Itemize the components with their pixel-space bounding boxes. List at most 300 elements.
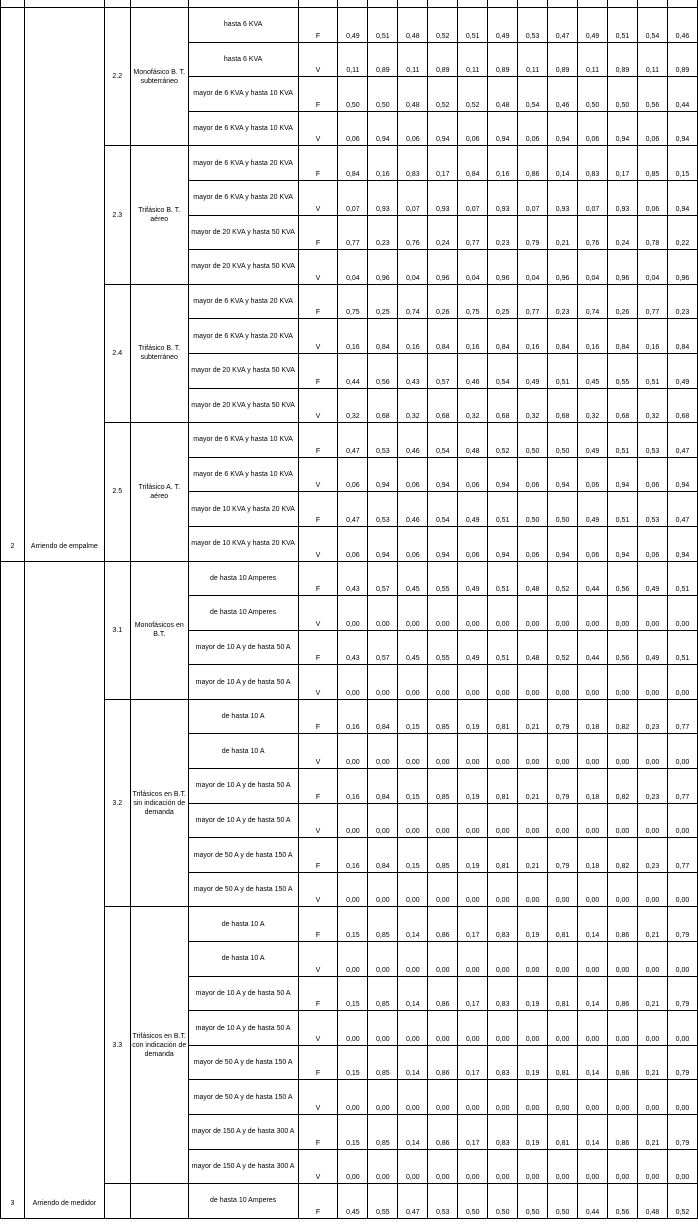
fv-cell: F [298,699,338,734]
fv-cell: V [298,803,338,838]
value-cell: 0,32 [458,388,488,423]
value-cell: 0,48 [518,630,548,665]
value-cell: 0,21 [518,769,548,804]
value-cell: 0,94 [428,111,458,146]
value-cell: 0,94 [488,111,518,146]
subitem-number: 2.2 [104,8,130,146]
table-cell [548,0,578,8]
value-cell: 0,06 [518,457,548,492]
value-cell: 0,11 [637,42,667,77]
value-cell: 0,11 [458,42,488,77]
table-row [1,8,698,43]
value-cell: 0,83 [398,146,428,181]
value-cell: 0,49 [458,630,488,665]
value-cell: 0,00 [338,1149,368,1184]
value-cell: 0,00 [667,1080,697,1115]
value-cell: 0,86 [518,146,548,181]
value-cell: 0,00 [428,872,458,907]
value-cell: 0,06 [637,457,667,492]
value-cell: 0,00 [667,596,697,631]
fv-cell: F [298,1184,338,1219]
value-cell: 0,00 [578,596,608,631]
value-cell: 0,43 [338,561,368,596]
tariff-type: Trifásico B. T. subterráneo [130,284,188,422]
value-cell: 0,79 [518,215,548,250]
value-cell: 0,77 [458,215,488,250]
value-cell: 0,94 [667,457,697,492]
table-row [1,907,698,942]
value-cell: 0,51 [368,8,398,43]
value-cell: 0,16 [338,699,368,734]
value-cell: 0,54 [428,492,458,527]
value-cell: 0,51 [667,630,697,665]
value-cell: 0,16 [518,319,548,354]
value-cell: 0,56 [608,630,638,665]
value-cell: 0,17 [608,146,638,181]
value-cell: 0,52 [428,8,458,43]
value-cell: 0,96 [667,250,697,285]
value-cell: 0,83 [578,146,608,181]
table-cell [368,0,398,8]
value-cell: 0,51 [548,353,578,388]
value-cell: 0,00 [428,1149,458,1184]
tariff-type: Trifásico B. T. aéreo [130,146,188,284]
value-cell: 0,06 [578,526,608,561]
value-cell: 0,48 [398,8,428,43]
value-cell: 0,79 [667,1115,697,1150]
value-cell: 0,68 [488,388,518,423]
value-cell: 0,00 [548,942,578,977]
value-cell: 0,00 [458,596,488,631]
value-cell: 0,86 [428,976,458,1011]
table-cell [188,0,298,8]
value-cell: 0,04 [458,250,488,285]
subitem-number: 3.2 [104,699,130,907]
table-row [1,284,698,319]
value-cell: 0,79 [548,838,578,873]
value-cell: 0,06 [518,526,548,561]
fv-cell: V [298,42,338,77]
value-cell: 0,11 [398,42,428,77]
value-cell: 0,00 [667,942,697,977]
value-cell: 0,86 [428,1115,458,1150]
value-cell: 0,82 [608,699,638,734]
fv-cell: F [298,215,338,250]
value-cell: 0,00 [338,803,368,838]
value-cell: 0,77 [667,699,697,734]
value-cell: 0,55 [428,630,458,665]
value-cell: 0,00 [398,734,428,769]
fv-cell: F [298,630,338,665]
value-cell: 0,15 [398,769,428,804]
fv-cell: F [298,492,338,527]
value-cell: 0,94 [667,180,697,215]
value-cell: 0,85 [368,1115,398,1150]
value-cell: 0,06 [578,457,608,492]
table-cell [428,0,458,8]
value-cell: 0,00 [667,665,697,700]
value-cell: 0,94 [368,111,398,146]
value-cell: 0,00 [637,665,667,700]
table-cell [458,0,488,8]
value-cell: 0,00 [608,1011,638,1046]
value-cell: 0,00 [578,803,608,838]
fv-cell: V [298,388,338,423]
value-cell: 0,00 [637,596,667,631]
value-cell: 0,55 [608,353,638,388]
value-cell: 0,85 [428,769,458,804]
value-cell: 0,96 [368,250,398,285]
value-cell: 0,46 [398,423,428,458]
fv-cell: V [298,250,338,285]
value-cell: 0,00 [458,803,488,838]
value-cell: 0,00 [368,734,398,769]
value-cell: 0,00 [667,734,697,769]
value-cell: 0,17 [458,1115,488,1150]
value-cell: 0,54 [637,8,667,43]
description-cell: mayor de 6 KVA y hasta 20 KVA [188,284,298,319]
value-cell: 0,00 [637,734,667,769]
value-cell: 0,44 [578,1184,608,1219]
value-cell: 0,86 [428,907,458,942]
value-cell: 0,00 [548,1080,578,1115]
value-cell: 0,16 [368,146,398,181]
value-cell: 0,79 [548,769,578,804]
subitem-number: 2.4 [104,284,130,422]
value-cell: 0,06 [458,111,488,146]
value-cell: 0,77 [637,284,667,319]
value-cell: 0,51 [608,423,638,458]
value-cell: 0,00 [578,734,608,769]
value-cell: 0,00 [578,872,608,907]
value-cell: 0,00 [518,665,548,700]
table-cell [637,0,667,8]
description-cell: hasta 6 KVA [188,8,298,43]
value-cell: 0,89 [488,42,518,77]
value-cell: 0,49 [458,492,488,527]
table-cell [298,0,338,8]
value-cell: 0,06 [338,526,368,561]
value-cell: 0,21 [548,215,578,250]
value-cell: 0,19 [458,769,488,804]
description-cell: mayor de 10 KVA y hasta 20 KVA [188,526,298,561]
value-cell: 0,00 [338,596,368,631]
description-cell: mayor de 10 A y de hasta 50 A [188,803,298,838]
value-cell: 0,00 [548,734,578,769]
table-row [1,146,698,181]
value-cell: 0,14 [398,1045,428,1080]
value-cell: 0,93 [428,180,458,215]
value-cell: 0,68 [548,388,578,423]
value-cell: 0,00 [608,596,638,631]
value-cell: 0,00 [488,596,518,631]
value-cell: 0,00 [338,1080,368,1115]
subitem-number [104,1184,130,1219]
value-cell: 0,00 [548,596,578,631]
value-cell: 0,04 [398,250,428,285]
value-cell: 0,17 [458,976,488,1011]
fv-cell: F [298,146,338,181]
value-cell: 0,21 [637,976,667,1011]
description-cell: de hasta 10 A [188,942,298,977]
value-cell: 0,85 [428,699,458,734]
value-cell: 0,93 [608,180,638,215]
table-row [1,699,698,734]
value-cell: 0,23 [637,838,667,873]
subitem-number: 2.3 [104,146,130,284]
value-cell: 0,83 [488,1045,518,1080]
value-cell: 0,82 [608,838,638,873]
value-cell: 0,00 [488,1080,518,1115]
value-cell: 0,00 [488,665,518,700]
value-cell: 0,00 [578,665,608,700]
value-cell: 0,49 [458,561,488,596]
description-cell: de hasta 10 A [188,907,298,942]
value-cell: 0,00 [398,596,428,631]
value-cell: 0,56 [368,353,398,388]
value-cell: 0,52 [458,77,488,112]
fv-cell: F [298,976,338,1011]
value-cell: 0,53 [637,423,667,458]
value-cell: 0,00 [398,1080,428,1115]
value-cell: 0,44 [578,630,608,665]
value-cell: 0,00 [637,872,667,907]
value-cell: 0,00 [428,734,458,769]
value-cell: 0,54 [488,353,518,388]
value-cell: 0,45 [338,1184,368,1219]
value-cell: 0,04 [637,250,667,285]
value-cell: 0,00 [518,1149,548,1184]
value-cell: 0,53 [637,492,667,527]
value-cell: 0,50 [548,1184,578,1219]
value-cell: 0,00 [458,734,488,769]
group-label: Arriendo de medidor [24,561,104,1218]
value-cell: 0,26 [428,284,458,319]
value-cell: 0,47 [667,423,697,458]
value-cell: 0,86 [608,907,638,942]
value-cell: 0,06 [637,180,667,215]
table-cell [667,0,697,8]
value-cell: 0,74 [578,284,608,319]
table-row [1,0,698,8]
value-cell: 0,00 [368,665,398,700]
description-cell: mayor de 20 KVA y hasta 50 KVA [188,353,298,388]
value-cell: 0,00 [548,1149,578,1184]
value-cell: 0,93 [488,180,518,215]
value-cell: 0,00 [428,942,458,977]
subitem-number: 3.1 [104,561,130,699]
value-cell: 0,00 [488,872,518,907]
value-cell: 0,19 [518,1115,548,1150]
value-cell: 0,11 [518,42,548,77]
value-cell: 0,00 [608,872,638,907]
value-cell: 0,21 [637,907,667,942]
value-cell: 0,68 [368,388,398,423]
table-cell [518,0,548,8]
value-cell: 0,00 [608,1149,638,1184]
value-cell: 0,89 [428,42,458,77]
fv-cell: F [298,1115,338,1150]
value-cell: 0,50 [548,492,578,527]
value-cell: 0,81 [488,699,518,734]
value-cell: 0,93 [548,180,578,215]
value-cell: 0,00 [608,942,638,977]
value-cell: 0,86 [428,1045,458,1080]
value-cell: 0,00 [518,942,548,977]
value-cell: 0,23 [368,215,398,250]
value-cell: 0,46 [398,492,428,527]
value-cell: 0,32 [518,388,548,423]
value-cell: 0,77 [518,284,548,319]
fv-cell: F [298,561,338,596]
description-cell: mayor de 6 KVA y hasta 10 KVA [188,77,298,112]
value-cell: 0,77 [338,215,368,250]
value-cell: 0,81 [548,1045,578,1080]
description-cell: de hasta 10 Amperes [188,1184,298,1219]
value-cell: 0,00 [637,1011,667,1046]
description-cell: mayor de 10 A y de hasta 50 A [188,976,298,1011]
value-cell: 0,47 [667,492,697,527]
tariff-type [130,1184,188,1219]
value-cell: 0,21 [518,699,548,734]
value-cell: 0,56 [608,1184,638,1219]
value-cell: 0,16 [398,319,428,354]
value-cell: 0,19 [518,976,548,1011]
value-cell: 0,94 [667,111,697,146]
fv-cell: V [298,1149,338,1184]
table-cell [488,0,518,8]
value-cell: 0,00 [368,1149,398,1184]
value-cell: 0,21 [637,1045,667,1080]
value-cell: 0,24 [428,215,458,250]
value-cell: 0,52 [488,423,518,458]
value-cell: 0,06 [458,457,488,492]
value-cell: 0,00 [368,872,398,907]
table-row [1,423,698,458]
value-cell: 0,00 [667,872,697,907]
fv-cell: V [298,1080,338,1115]
value-cell: 0,48 [398,77,428,112]
value-cell: 0,00 [428,1080,458,1115]
value-cell: 0,06 [578,111,608,146]
value-cell: 0,00 [398,803,428,838]
fv-cell: F [298,423,338,458]
tariff-type: Monofásico B. T. subterráneo [130,8,188,146]
description-cell: mayor de 10 A y de hasta 50 A [188,665,298,700]
value-cell: 0,79 [548,699,578,734]
value-cell: 0,06 [398,526,428,561]
description-cell: de hasta 10 A [188,699,298,734]
value-cell: 0,00 [667,803,697,838]
description-cell: mayor de 6 KVA y hasta 20 KVA [188,319,298,354]
value-cell: 0,89 [548,42,578,77]
value-cell: 0,00 [608,803,638,838]
description-cell: mayor de 20 KVA y hasta 50 KVA [188,215,298,250]
value-cell: 0,83 [488,976,518,1011]
value-cell: 0,00 [667,1011,697,1046]
value-cell: 0,15 [398,838,428,873]
value-cell: 0,50 [338,77,368,112]
value-cell: 0,94 [368,457,398,492]
value-cell: 0,00 [488,803,518,838]
value-cell: 0,00 [578,1080,608,1115]
value-cell: 0,00 [518,1080,548,1115]
value-cell: 0,48 [488,77,518,112]
value-cell: 0,84 [428,319,458,354]
fv-cell: F [298,838,338,873]
value-cell: 0,85 [428,838,458,873]
value-cell: 0,76 [578,215,608,250]
value-cell: 0,49 [637,561,667,596]
fv-cell: F [298,1045,338,1080]
value-cell: 0,57 [368,630,398,665]
value-cell: 0,19 [458,838,488,873]
description-cell: mayor de 10 A y de hasta 50 A [188,1011,298,1046]
fv-cell: F [298,769,338,804]
value-cell: 0,94 [428,526,458,561]
tariff-type: Trifásicos en B.T. sin indicación de demanda [130,699,188,907]
fv-cell: F [298,77,338,112]
description-cell: mayor de 10 A y de hasta 50 A [188,769,298,804]
value-cell: 0,15 [338,1045,368,1080]
value-cell: 0,32 [338,388,368,423]
value-cell: 0,00 [458,942,488,977]
value-cell: 0,52 [548,561,578,596]
value-cell: 0,47 [548,8,578,43]
value-cell: 0,11 [578,42,608,77]
value-cell: 0,48 [518,561,548,596]
value-cell: 0,15 [338,907,368,942]
value-cell: 0,00 [548,1011,578,1046]
group-number: 3 [1,561,25,1218]
value-cell: 0,50 [578,77,608,112]
value-cell: 0,45 [398,561,428,596]
value-cell: 0,00 [398,665,428,700]
value-cell: 0,89 [608,42,638,77]
description-cell: mayor de 6 KVA y hasta 20 KVA [188,180,298,215]
value-cell: 0,50 [458,1184,488,1219]
description-cell: mayor de 50 A y de hasta 150 A [188,1080,298,1115]
description-cell: mayor de 10 A y de hasta 50 A [188,630,298,665]
fv-cell: V [298,457,338,492]
description-cell: mayor de 10 KVA y hasta 20 KVA [188,492,298,527]
value-cell: 0,79 [667,1045,697,1080]
fv-cell: F [298,8,338,43]
value-cell: 0,14 [578,1115,608,1150]
value-cell: 0,51 [488,492,518,527]
tariff-type: Monofásicos en B.T. [130,561,188,699]
value-cell: 0,52 [548,630,578,665]
value-cell: 0,46 [548,77,578,112]
value-cell: 0,79 [667,976,697,1011]
value-cell: 0,45 [578,353,608,388]
value-cell: 0,00 [338,872,368,907]
value-cell: 0,07 [458,180,488,215]
value-cell: 0,00 [398,942,428,977]
value-cell: 0,00 [608,1080,638,1115]
value-cell: 0,50 [518,492,548,527]
value-cell: 0,00 [608,665,638,700]
value-cell: 0,21 [637,1115,667,1150]
value-cell: 0,15 [398,699,428,734]
value-cell: 0,00 [578,942,608,977]
value-cell: 0,68 [667,388,697,423]
value-cell: 0,18 [578,699,608,734]
fv-cell: V [298,596,338,631]
value-cell: 0,00 [398,1011,428,1046]
value-cell: 0,84 [338,146,368,181]
value-cell: 0,47 [338,492,368,527]
